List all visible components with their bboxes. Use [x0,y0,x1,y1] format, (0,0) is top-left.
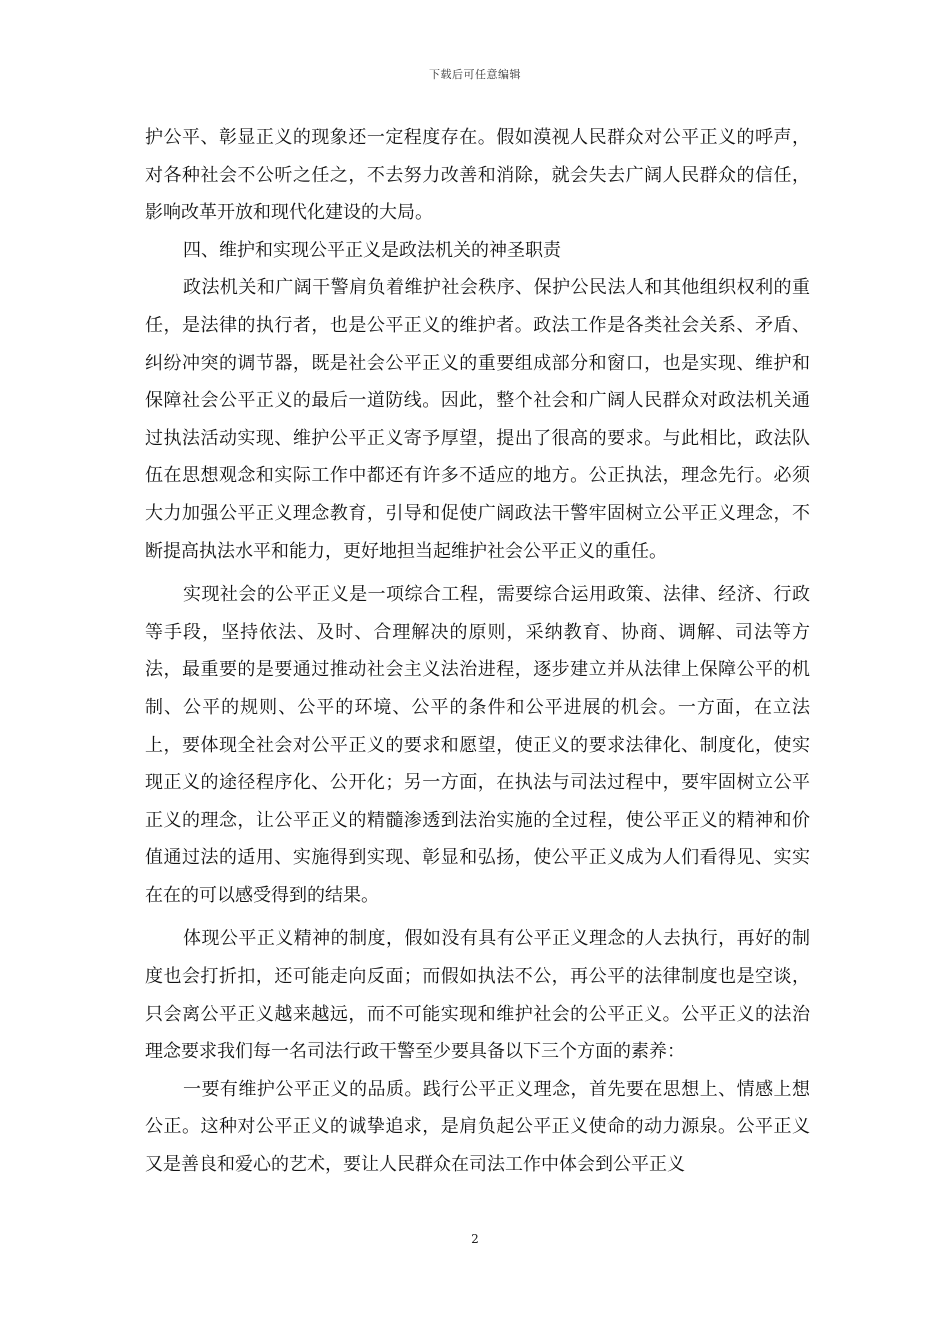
paragraph-quality: 一要有维护公平正义的品质。践行公平正义理念，首先要在思想上、情感上想公正。这种对公平正义的诚挚追求，是肩负起公平正义使命的动力源泉。公平正义又是善良和爱心的艺术，要让人民群众在司法工作中体会到公平正义 [145,1078,810,1176]
paragraph-system-spirit: 体现公平正义精神的制度，假如没有具有公平正义理念的人去执行，再好的制度也会打折扣，还可能走向反面；而假如执法不公，再公平的法律制度也是空谈，只会离公平正义越来越远，而不可能实现和维护社会的公平正义。公平正义的法治理念要求我们每一名司法行政干警至少要具备以下三个方面的素养： [145,928,810,1063]
paragraph-continuation: 护公平、彰显正义的现象还一定程度存在。假如漠视人民群众对公平正义的呼声，对各种社会不公听之任之，不去努力改善和消除，就会失去广阔人民群众的信任，影响改革开放和现代化建设的大局。 [145,127,810,224]
paragraph-social-justice: 实现社会的公平正义是一项综合工程，需要综合运用政策、法律、经济、行政等手段，坚持依法、及时、合理解决的原则，采纳教育、协商、调解、司法等方法，最重要的是要通过推动社会主义法治进程，逐步建立并从法律上保障公平的机制、公平的规则、公平的环境、公平的条件和公平进展的机会。一方面，在立法上，要体现全社会对公平正义的要求和愿望，使正义的要求法律化、制度化，使实现正义的途径程序化、公开化；另一方面，在执法与司法过程中，要牢固树立公平正义的理念，让公平正义的精髓渗透到法治实施的全过程，使公平正义的精神和价值通过法的适用、实施得到实现、彰显和弘扬，使公平正义成为人们看得见、实实在在的可以感受得到的结果。 [145,584,810,906]
paragraph-duties: 政法机关和广阔干警肩负着维护社会秩序、保护公民法人和其他组织权利的重任，是法律的执行者，也是公平正义的维护者。政法工作是各类社会关系、矛盾、纠纷冲突的调节器，既是社会公平正义的重要组成部分和窗口，也是实现、维护和保障社会公平正义的最后一道防线。因此，整个社会和广阔人民群众对政法机关通过执法活动实现、维护公平正义寄予厚望，提出了很高的要求。与此相比，政法队伍在思想观念和实际工作中都还有许多不适应的地方。公正执法，理念先行。必须大力加强公平正义理念教育，引导和促使广阔政法干警牢固树立公平正义理念，不断提高执法水平和能力，更好地担当起维护社会公平正义的重任。 [145,277,810,562]
page-header: 下载后可任意编辑 [429,68,521,81]
page-number: 2 [471,1232,479,1246]
document-body [145,119,810,1184]
section-heading: 四、维护和实现公平正义是政法机关的神圣职责 [183,239,561,261]
